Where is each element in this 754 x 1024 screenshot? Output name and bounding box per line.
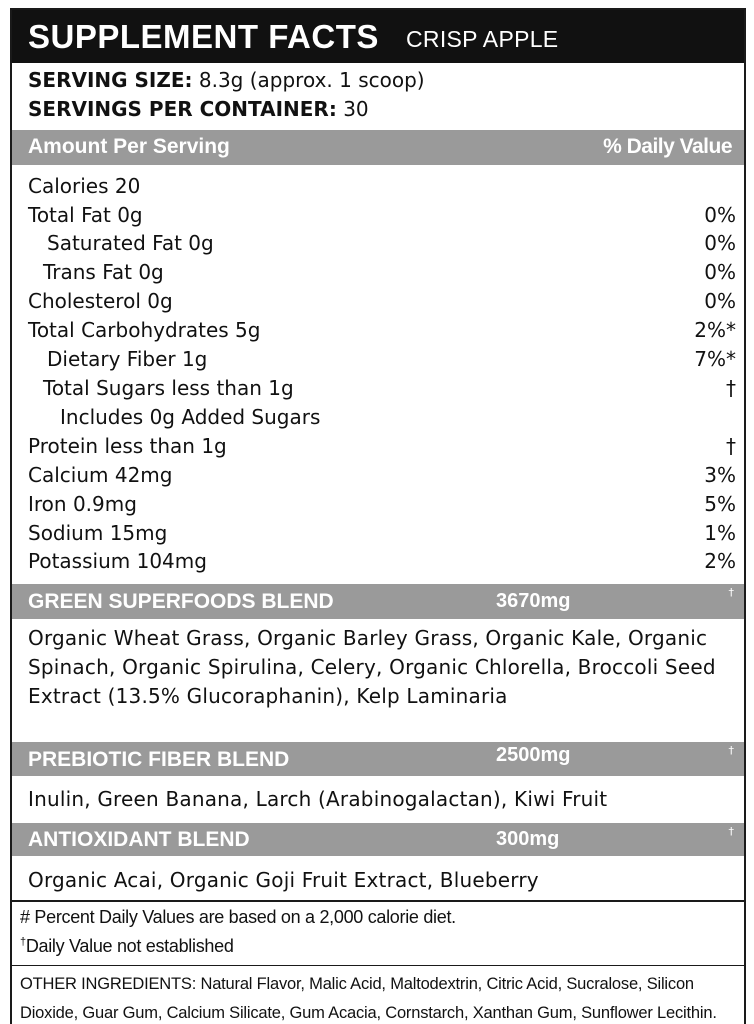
blend-name: GREEN SUPERFOODS BLEND bbox=[28, 590, 334, 613]
blend-header-prebiotic-fiber bbox=[12, 742, 744, 776]
supplement-facts-panel bbox=[10, 8, 746, 1024]
blend-ingredients-antioxidant: Organic Acai, Organic Goji Fruit Extract, Blueberry bbox=[28, 868, 539, 892]
blend-amount: 2500mg bbox=[496, 744, 571, 766]
nutrient-daily-value: † bbox=[726, 434, 736, 458]
nutrient-row bbox=[28, 289, 736, 318]
nutrient-row bbox=[28, 492, 736, 521]
other-ingredients-text: Natural Flavor, Malic Acid, Maltodextrin, Citric Acid, Sucralose, Silicon Dioxide, Guar Gum, Calcium Silicate, Gum Acacia, Cornstarch, Xanthan Gum, Sunflower Lecithin. bbox=[20, 975, 717, 1022]
servings-per-container-value: 30 bbox=[343, 97, 369, 121]
nutrient-name: Trans Fat 0g bbox=[43, 260, 164, 284]
nutrient-row bbox=[28, 405, 736, 434]
blend-name: ANTIOXIDANT BLEND bbox=[28, 828, 250, 851]
dagger-footnote-text: Daily Value not established bbox=[25, 936, 234, 956]
blend-header-antioxidant bbox=[12, 823, 744, 856]
nutrient-daily-value: 0% bbox=[704, 260, 736, 284]
nutrient-daily-value: 2%* bbox=[694, 318, 736, 342]
serving-size-label: SERVING SIZE: bbox=[28, 68, 193, 92]
nutrient-name: Saturated Fat 0g bbox=[47, 231, 214, 255]
other-ingredients bbox=[20, 970, 742, 1024]
divider-rule bbox=[12, 965, 744, 966]
blend-ingredients-green-superfoods: Organic Wheat Grass, Organic Barley Grass, Organic Kale, Organic Spinach, Organic Spirulina, Celery, Organic Chlorella, Broccoli Seed Extract (13.5% Glucoraphanin), Kelp Laminaria bbox=[28, 626, 716, 708]
blend-amount: 300mg bbox=[496, 828, 560, 850]
blend-header-green-superfoods bbox=[12, 584, 744, 619]
nutrient-daily-value: 0% bbox=[704, 203, 736, 227]
nutrient-daily-value: 5% bbox=[704, 492, 736, 516]
amount-per-serving-label: Amount Per Serving bbox=[28, 135, 230, 158]
blend-dagger: † bbox=[728, 586, 734, 599]
nutrient-name: Total Carbohydrates 5g bbox=[28, 318, 261, 342]
servings-per-container-line bbox=[28, 97, 369, 121]
nutrient-daily-value: 2% bbox=[704, 549, 736, 573]
nutrient-name: Total Sugars less than 1g bbox=[43, 376, 294, 400]
nutrient-name: Dietary Fiber 1g bbox=[47, 347, 208, 371]
divider-rule bbox=[12, 900, 744, 902]
nutrient-row bbox=[28, 174, 736, 203]
blend-dagger: † bbox=[728, 825, 734, 838]
nutrient-daily-value: 7%* bbox=[694, 347, 736, 371]
nutrient-row bbox=[28, 260, 736, 289]
nutrient-row bbox=[28, 231, 736, 260]
dagger-footnote bbox=[20, 936, 234, 957]
serving-size-line bbox=[28, 68, 425, 92]
nutrient-row bbox=[28, 463, 736, 492]
percent-daily-value-footnote: # Percent Daily Values are based on a 2,000 calorie diet. bbox=[20, 907, 456, 927]
amount-per-serving-bar bbox=[12, 130, 744, 165]
nutrient-row bbox=[28, 521, 736, 550]
nutrient-name: Iron 0.9mg bbox=[28, 492, 137, 516]
blend-name: PREBIOTIC FIBER BLEND bbox=[28, 748, 290, 771]
nutrient-name: Calcium 42mg bbox=[28, 463, 173, 487]
servings-per-container-label: SERVINGS PER CONTAINER: bbox=[28, 97, 337, 121]
nutrient-row bbox=[28, 549, 736, 578]
nutrient-daily-value: 1% bbox=[704, 521, 736, 545]
blend-dagger: † bbox=[728, 744, 734, 757]
flavor-name: CRISP APPLE bbox=[406, 26, 559, 52]
nutrient-name: Potassium 104mg bbox=[28, 549, 207, 573]
nutrient-daily-value: † bbox=[726, 376, 736, 400]
nutrient-row bbox=[28, 376, 736, 405]
nutrient-daily-value: 3% bbox=[704, 463, 736, 487]
nutrient-name: Includes 0g Added Sugars bbox=[60, 405, 321, 429]
nutrient-daily-value: 0% bbox=[704, 231, 736, 255]
nutrient-row bbox=[28, 203, 736, 232]
nutrient-name: Protein less than 1g bbox=[28, 434, 227, 458]
title-bar bbox=[12, 10, 744, 63]
nutrient-name: Calories 20 bbox=[28, 174, 141, 198]
nutrient-name: Sodium 15mg bbox=[28, 521, 168, 545]
nutrient-row bbox=[28, 318, 736, 347]
nutrient-row bbox=[28, 434, 736, 463]
dagger-mark: † bbox=[20, 936, 26, 948]
daily-value-header: % Daily Value bbox=[603, 135, 732, 158]
other-ingredients-label: OTHER INGREDIENTS: bbox=[20, 975, 197, 993]
nutrient-name: Cholesterol 0g bbox=[28, 289, 173, 313]
nutrient-row bbox=[28, 347, 736, 376]
serving-size-value: 8.3g (approx. 1 scoop) bbox=[198, 68, 425, 92]
blend-ingredients-prebiotic-fiber: Inulin, Green Banana, Larch (Arabinogalactan), Kiwi Fruit bbox=[28, 787, 608, 811]
nutrient-daily-value: 0% bbox=[704, 289, 736, 313]
nutrient-name: Total Fat 0g bbox=[28, 203, 143, 227]
blend-amount: 3670mg bbox=[496, 590, 571, 612]
panel-title: SUPPLEMENT FACTS bbox=[28, 18, 379, 55]
